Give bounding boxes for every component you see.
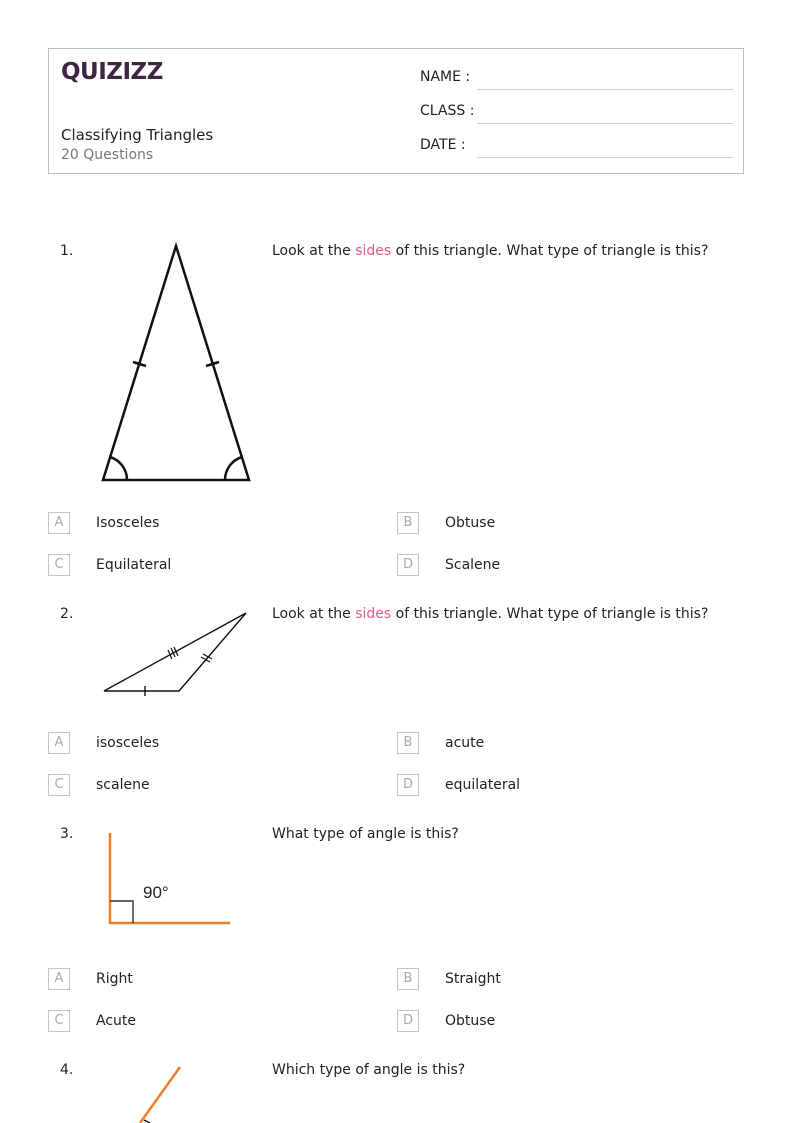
- q2-option-d-letter[interactable]: D: [397, 774, 419, 796]
- worksheet-header: [48, 48, 744, 174]
- date-label: DATE :: [420, 137, 466, 153]
- obtuse-triangle-figure: [100, 608, 250, 698]
- date-line[interactable]: [477, 157, 733, 158]
- question-4-text: Which type of angle is this?: [272, 1062, 466, 1078]
- q1-option-a-letter[interactable]: A: [48, 512, 70, 534]
- q3-option-b-letter[interactable]: B: [397, 968, 419, 990]
- q2-option-b[interactable]: acute: [445, 735, 485, 751]
- q1-option-c[interactable]: Equilateral: [96, 557, 172, 573]
- q3-option-b[interactable]: Straight: [445, 971, 501, 987]
- worksheet-title: Classifying Triangles: [61, 126, 214, 144]
- q3-option-a[interactable]: Right: [96, 971, 133, 987]
- class-line[interactable]: [477, 123, 733, 124]
- angle-figure: [120, 1062, 200, 1123]
- question-count: 20 Questions: [61, 147, 154, 163]
- q1-option-d[interactable]: Scalene: [445, 557, 501, 573]
- question-3-text: What type of angle is this?: [272, 826, 459, 842]
- name-label: NAME :: [420, 69, 471, 85]
- q3-option-c[interactable]: Acute: [96, 1013, 137, 1029]
- q1-option-a[interactable]: Isosceles: [96, 515, 160, 531]
- q2-option-a[interactable]: isosceles: [96, 735, 160, 751]
- q1-option-c-letter[interactable]: C: [48, 554, 70, 576]
- q2-option-d[interactable]: equilateral: [445, 777, 521, 793]
- angle-label: 90°: [143, 883, 169, 902]
- q3-option-c-letter[interactable]: C: [48, 1010, 70, 1032]
- q3-option-d-letter[interactable]: D: [397, 1010, 419, 1032]
- right-angle-figure: [100, 828, 240, 932]
- question-1-number: 1.: [60, 243, 74, 259]
- highlight-word: sides: [355, 243, 392, 259]
- q2-option-c-letter[interactable]: C: [48, 774, 70, 796]
- q3-option-d[interactable]: Obtuse: [445, 1013, 496, 1029]
- q1-option-b-letter[interactable]: B: [397, 512, 419, 534]
- question-2-text: Look at the sides of this triangle. What type of triangle is this?: [272, 606, 709, 622]
- q1-option-d-letter[interactable]: D: [397, 554, 419, 576]
- question-2-number: 2.: [60, 606, 74, 622]
- quizizz-logo: QUIZIZZ: [61, 59, 163, 85]
- q3-option-a-letter[interactable]: A: [48, 968, 70, 990]
- q2-option-b-letter[interactable]: B: [397, 732, 419, 754]
- highlight-word: sides: [355, 606, 392, 622]
- isosceles-triangle-figure: [95, 238, 260, 488]
- question-1-text: Look at the sides of this triangle. What type of triangle is this?: [272, 243, 709, 259]
- q1-option-b[interactable]: Obtuse: [445, 515, 496, 531]
- q2-option-c[interactable]: scalene: [96, 777, 150, 793]
- question-4-number: 4.: [60, 1062, 74, 1078]
- class-label: CLASS :: [420, 103, 475, 119]
- question-3-number: 3.: [60, 826, 74, 842]
- name-line[interactable]: [477, 89, 733, 90]
- q2-option-a-letter[interactable]: A: [48, 732, 70, 754]
